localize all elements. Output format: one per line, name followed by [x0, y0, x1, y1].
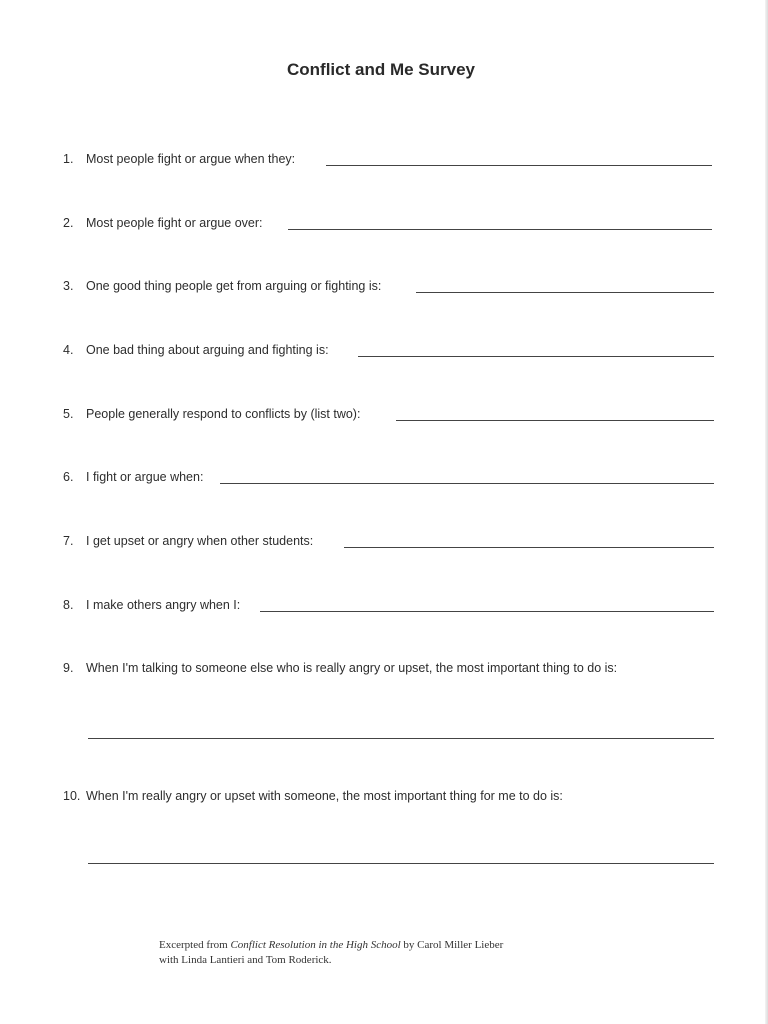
question-10 [63, 789, 563, 803]
question-number: 7. [63, 534, 74, 548]
question-number: 9. [63, 661, 74, 675]
question-1 [63, 152, 295, 166]
question-2 [63, 216, 263, 230]
question-3 [63, 279, 381, 293]
question-text: I fight or argue when: [86, 470, 204, 484]
question-text: I make others angry when I: [86, 598, 241, 612]
question-text: When I'm talking to someone else who is really angry or upset, the most important thing to do is: [86, 661, 618, 675]
answer-line-6[interactable] [220, 483, 714, 484]
answer-line-2[interactable] [288, 229, 712, 230]
question-6 [63, 470, 203, 484]
citation-author: by Carol Miller Lieber [400, 939, 504, 951]
answer-line-8[interactable] [260, 611, 714, 612]
question-text: One bad thing about arguing and fighting is: [86, 343, 329, 357]
question-number: 2. [63, 216, 74, 230]
citation-book-title: Conflict Resolution in the High School [230, 939, 401, 951]
question-text: People generally respond to conflicts by (list two): [86, 407, 361, 421]
question-4 [63, 343, 329, 357]
answer-line-10[interactable] [88, 863, 714, 864]
question-text: When I'm really angry or upset with someone, the most important thing for me to do is: [86, 789, 563, 803]
citation-line-1 [159, 938, 503, 953]
question-number: 4. [63, 343, 74, 357]
page-title: Conflict and Me Survey [287, 60, 475, 79]
citation-prefix: Excerpted from [159, 939, 231, 951]
citation-footer [159, 938, 503, 968]
question-text: I get upset or angry when other students: [86, 534, 314, 548]
answer-line-3[interactable] [416, 292, 714, 293]
question-text: Most people fight or argue when they: [86, 152, 296, 166]
question-5 [63, 407, 360, 421]
question-9 [63, 661, 617, 675]
question-7 [63, 534, 313, 548]
question-number: 10. [63, 789, 81, 803]
question-number: 8. [63, 598, 74, 612]
question-number: 1. [63, 152, 74, 166]
citation-line-2: with Linda Lantieri and Tom Roderick. [159, 954, 332, 966]
answer-line-1[interactable] [326, 165, 712, 166]
answer-line-5[interactable] [396, 420, 714, 421]
question-8 [63, 598, 240, 612]
question-number: 3. [63, 279, 74, 293]
question-number: 5. [63, 407, 74, 421]
question-number: 6. [63, 470, 74, 484]
answer-line-9[interactable] [88, 738, 714, 739]
answer-line-4[interactable] [358, 356, 714, 357]
question-text: Most people fight or argue over: [86, 216, 263, 230]
question-text: One good thing people get from arguing or fighting is: [86, 279, 382, 293]
answer-line-7[interactable] [344, 547, 714, 548]
